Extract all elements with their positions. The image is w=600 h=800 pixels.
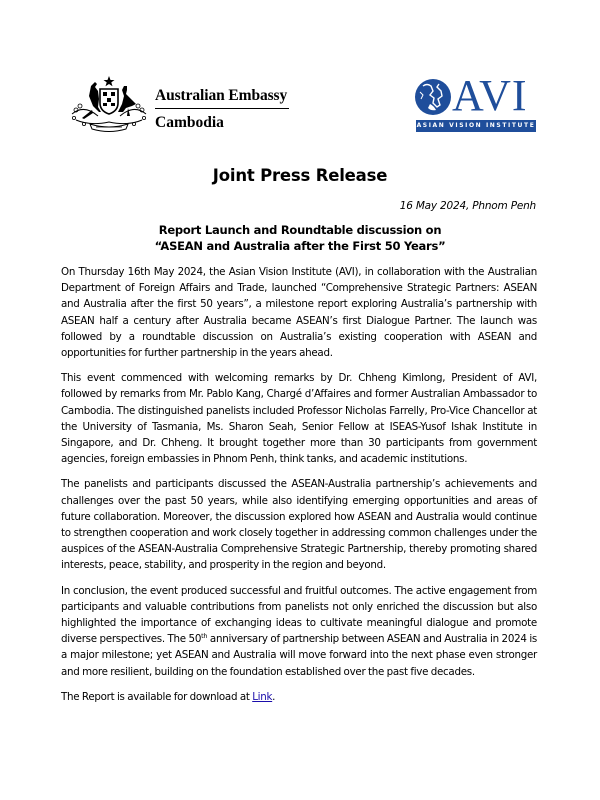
body-text	[61, 264, 537, 714]
avi-banner: ASIAN VISION INSTITUTE	[416, 120, 536, 132]
page-title: Joint Press Release	[212, 166, 388, 185]
paragraph: This event commenced with welcoming remarks by Dr. Chheng Kimlong, President of AVI, followed by remarks from Mr. Pablo Kang, Chargé d’Affaires and former Australian Ambassador to Cambodia. The distinguished panelists included Professor Nicholas Farrelly, Pro-Vice Chancellor at the University of Tasmania, Ms. Sharon Seah, Senior Fellow at ISEAS-Yusof Ishak Institute in Singapore, and Dr. Chheng. It brought together more than 30 participants from government agencies, foreign embassies in Phnom Penh, think tanks, and academic institutions.	[61, 372, 537, 466]
dateline: 16 May 2024, Phnom Penh	[399, 200, 536, 212]
download-paragraph	[61, 689, 537, 705]
embassy-name-block	[155, 86, 289, 133]
subtitle	[0, 222, 600, 254]
ordinal-suffix: th	[201, 632, 208, 641]
australian-coat-of-arms-icon	[68, 74, 150, 136]
download-suffix: .	[272, 690, 276, 703]
embassy-divider	[155, 108, 289, 109]
report-download-link[interactable]: Link	[252, 690, 273, 703]
paragraph-conclusion	[61, 583, 537, 680]
embassy-country: Cambodia	[155, 114, 224, 131]
paragraph: On Thursday 16th May 2024, the Asian Vision Institute (AVI), in collaboration with the Australian Department of Foreign Affairs and Trade, launched “Comprehensive Strategic Partners: ASEAN and Australia after the first 50 years”, a milestone report exploring Australia’s partnership with ASEAN half a century after Australia became ASEAN’s first Dialogue Partner. The launch was followed by a roundtable discussion on Australia’s existing cooperation with ASEAN and opportunities for further partnership in the years ahead.	[61, 266, 537, 360]
avi-letters: AVI	[452, 71, 528, 120]
download-text: The Report is available for download at	[61, 690, 253, 703]
subtitle-line-1: Report Launch and Roundtable discussion on	[158, 223, 442, 237]
globe-icon	[414, 78, 452, 116]
conclusion-text-1: In conclusion, the event produced successful and fruitful outcomes. The active engagement from participants and valuable contributions from panelists not only enriched the discussion but also highlighted the importance of exchanging ideas to cultivate meaningful dialogue and promote diverse perspectives. The 50	[61, 584, 537, 646]
subtitle-line-2: “ASEAN and Australia after the First 50 Years”	[154, 239, 446, 253]
embassy-name: Australian Embassy	[155, 87, 288, 104]
conclusion-text-2: anniversary of partnership between ASEAN and Australia in 2024 is a major milestone; yet ASEAN and Australia will move forward into the next phase even stronger and more resilient, building on the foundation established over the past five decades.	[61, 633, 538, 678]
avi-logo	[414, 71, 536, 132]
paragraph: The panelists and participants discussed the ASEAN-Australia partnership’s achievements and challenges over the past 50 years, while also identifying emerging opportunities and areas of future collaboration. Moreover, the discussion explored how ASEAN and Australia would continue to strengthen cooperation and work closely together in addressing common challenges under the auspices of the ASEAN-Australia Comprehensive Strategic Partnership, thereby promoting shared interests, peace, stability, and prosperity in the region and beyond.	[61, 478, 537, 572]
